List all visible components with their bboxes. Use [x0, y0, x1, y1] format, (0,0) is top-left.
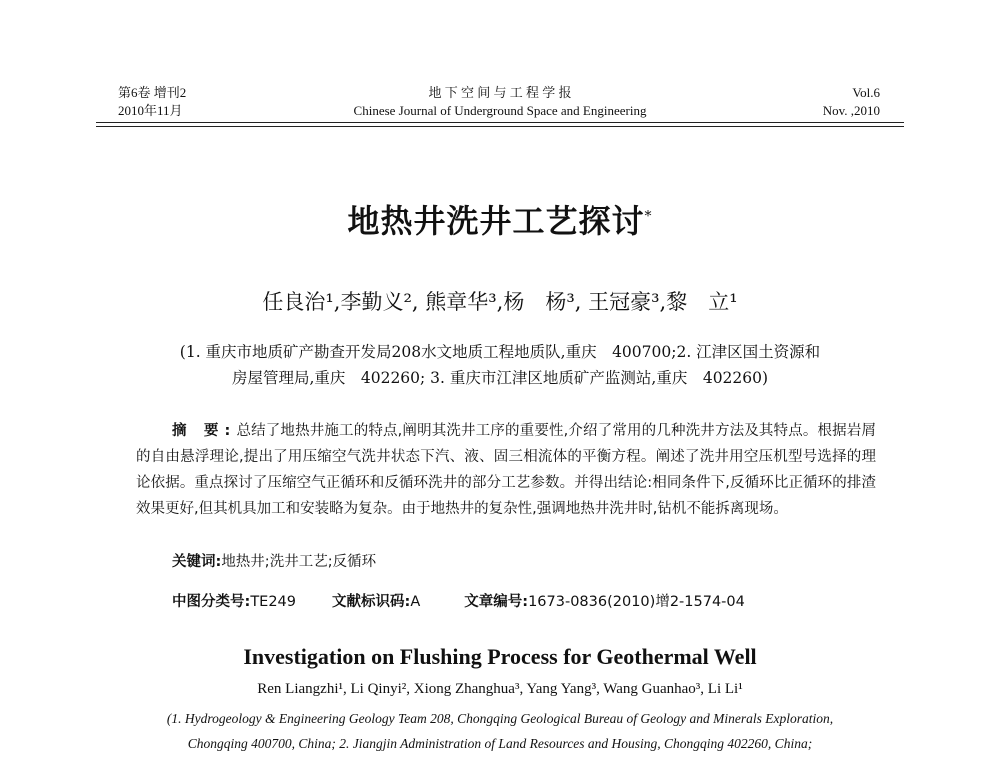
authors-en: Ren Liangzhi¹, Li Qinyi², Xiong Zhanghua³, Yang Yang³, Wang Guanhao³, Li Li¹: [257, 681, 743, 697]
classification-label: 中图分类号:: [172, 594, 251, 610]
abstract-label: 摘 要:: [172, 423, 237, 439]
paper-title-en: Investigation on Flushing Process for Geothermal Well: [243, 644, 757, 669]
doc-code-value: A: [410, 594, 421, 610]
title-text: 地热井洗井工艺探讨: [347, 202, 645, 240]
classification-value: TE249: [250, 594, 297, 610]
header-right: [823, 84, 880, 120]
affiliation-en-line-1: (1. Hydrogeology & Engineering Geology Team 208, Chongqing Geological Bureau of Geology and Minerals Exploration,: [166, 711, 834, 726]
abstract-cn: [136, 418, 876, 522]
keywords-cn: [172, 550, 376, 571]
header-rule-thin: [96, 126, 904, 127]
doc-code-label: 文献标识码:: [332, 594, 411, 610]
classification-line: [172, 590, 872, 611]
keywords-label: 关键词:: [172, 554, 222, 570]
paper-title-cn: [0, 196, 1000, 242]
volume-en: Vol.6: [852, 85, 880, 100]
affiliation-cn-line-1: (1. 重庆市地质矿产勘查开发局208水文地质工程地质队,重庆 400700;2. 江津区国土资源和: [179, 343, 821, 361]
volume-issue: 第6卷 增刊2: [118, 85, 187, 100]
title-footnote-mark: *: [644, 208, 653, 225]
affiliation-en-line-2: Chongqing 400700, China; 2. Jiangjin Administration of Land Resources and Housing, Chongqing 402260, China;: [187, 736, 813, 751]
header-rule-thick: [96, 122, 904, 123]
date-cn: 2010年11月: [118, 103, 183, 118]
journal-name-cn: 地 下 空 间 与 工 程 学 报: [428, 85, 572, 100]
article-number-label: 文章编号:: [464, 594, 529, 610]
affiliation-cn-line-2: 房屋管理局,重庆 402260; 3. 重庆市江津区地质矿产监测站,重庆 402260): [231, 369, 769, 387]
abstract-text: 总结了地热井施工的特点,阐明其洗井工序的重要性,介绍了常用的几种洗井方法及其特点。根据岩屑的自由悬浮理论,提出了用压缩空气洗井状态下汽、液、固三相流体的平衡方程。阐述了洗井用空压机型号选择的理论依据。重点探讨了压缩空气正循环和反循环洗井的部分工艺参数。并得出结论:相同条件下,反循环比正循环的排渣效果更好,但其机具加工和安装略为复杂。由于地热井的复杂性,强调地热井洗井时,钻机不能拆离现场。: [136, 423, 876, 517]
journal-name-en: Chinese Journal of Underground Space and Engineering: [353, 103, 647, 118]
article-number-value: 1673-0836(2010)增2-1574-04: [528, 594, 745, 610]
date-en: Nov. ,2010: [822, 103, 880, 118]
authors-cn: 任良治¹,李勤义², 熊章华³,杨 杨³, 王冠豪³,黎 立¹: [262, 290, 738, 314]
keywords-text: 地热井;洗井工艺;反循环: [221, 554, 377, 570]
